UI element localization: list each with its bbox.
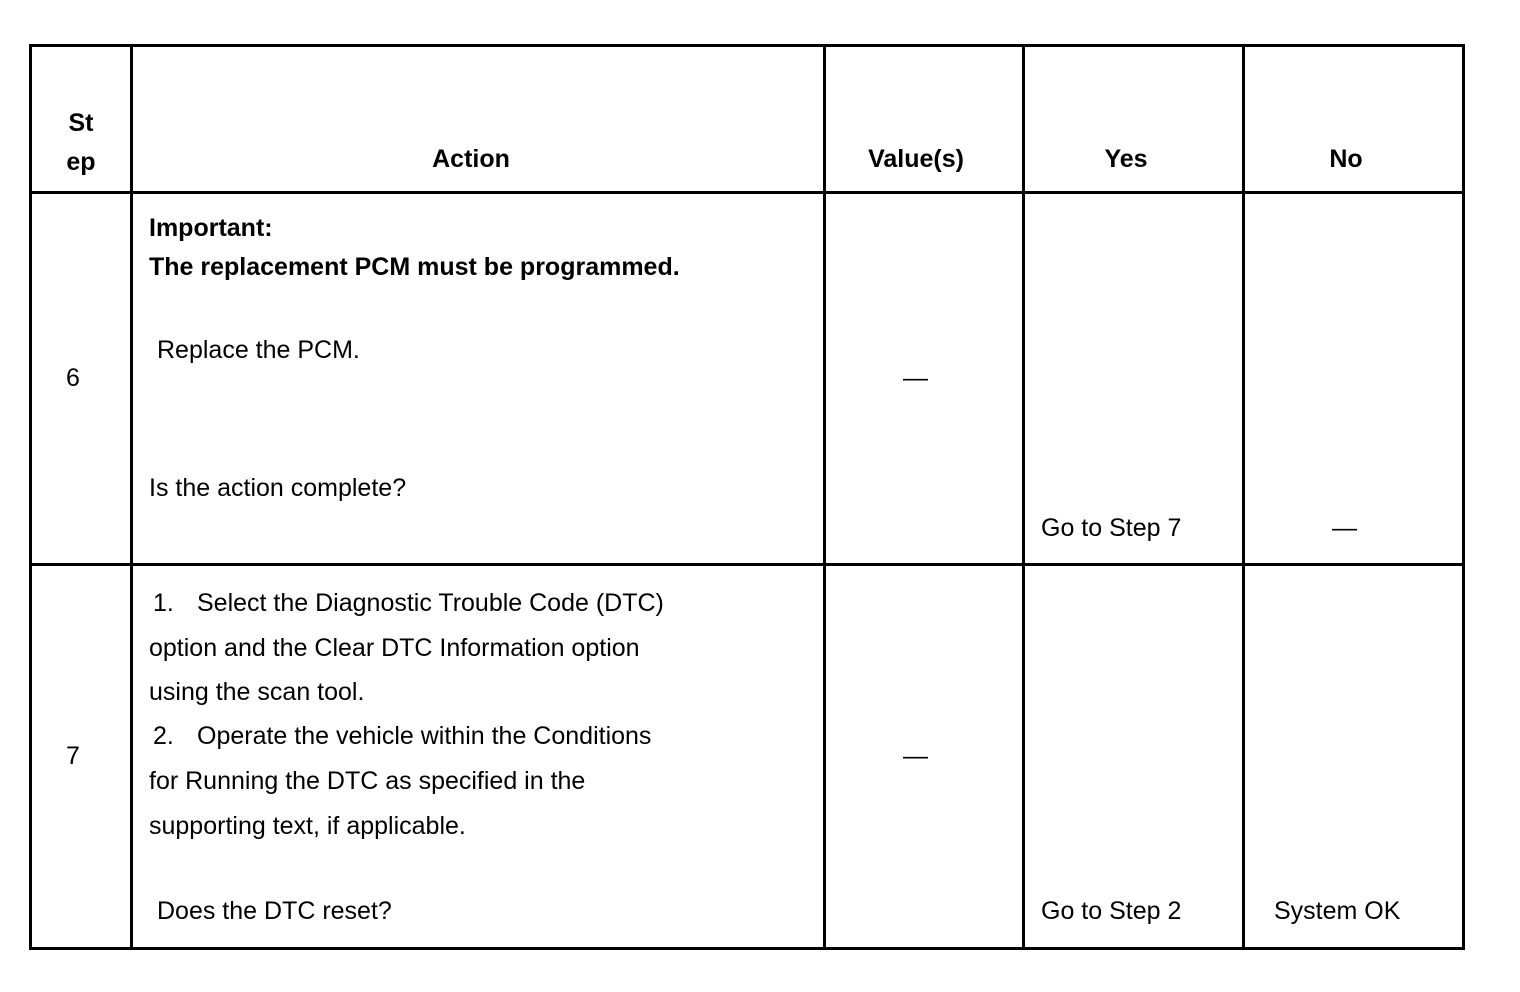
no-cell: System OK [1274,897,1401,925]
header-step-line2: ep [66,148,96,176]
row-divider [29,563,1465,566]
header-step-line1: St [68,109,94,137]
list-item-text: using the scan tool. [149,678,365,706]
important-label: Important: [149,214,273,242]
list-item-text: for Running the DTC as specified in the [149,767,586,795]
column-divider [1242,44,1245,950]
header-divider [29,191,1465,194]
yes-cell: Go to Step 2 [1041,897,1182,925]
table-border-right [1462,44,1465,950]
list-item-text: option and the Clear DTC Information option [149,634,640,662]
table-border-top [29,44,1465,47]
header-no: No [1329,145,1363,173]
yes-cell: Go to Step 7 [1041,514,1182,542]
action-question: Is the action complete? [149,474,407,502]
action-question: Does the DTC reset? [157,897,392,925]
no-cell: — [1332,514,1357,542]
column-divider [1022,44,1025,950]
step-number: 7 [66,742,80,770]
step-number: 6 [66,364,80,392]
table-border-bottom [29,947,1465,950]
value-cell: — [903,364,928,392]
column-divider [823,44,826,950]
list-item-number: 2. [153,722,174,750]
action-instruction: Replace the PCM. [157,336,360,364]
header-action: Action [432,145,510,173]
header-yes: Yes [1104,145,1148,173]
list-item-text: supporting text, if applicable. [149,812,466,840]
list-item-text: Operate the vehicle within the Conditions [197,722,652,750]
value-cell: — [903,742,928,770]
important-text: The replacement PCM must be programmed. [149,253,680,281]
list-item-text: Select the Diagnostic Trouble Code (DTC) [197,589,664,617]
list-item-number: 1. [153,589,174,617]
header-step [31,104,131,182]
header-values: Value(s) [868,145,964,173]
